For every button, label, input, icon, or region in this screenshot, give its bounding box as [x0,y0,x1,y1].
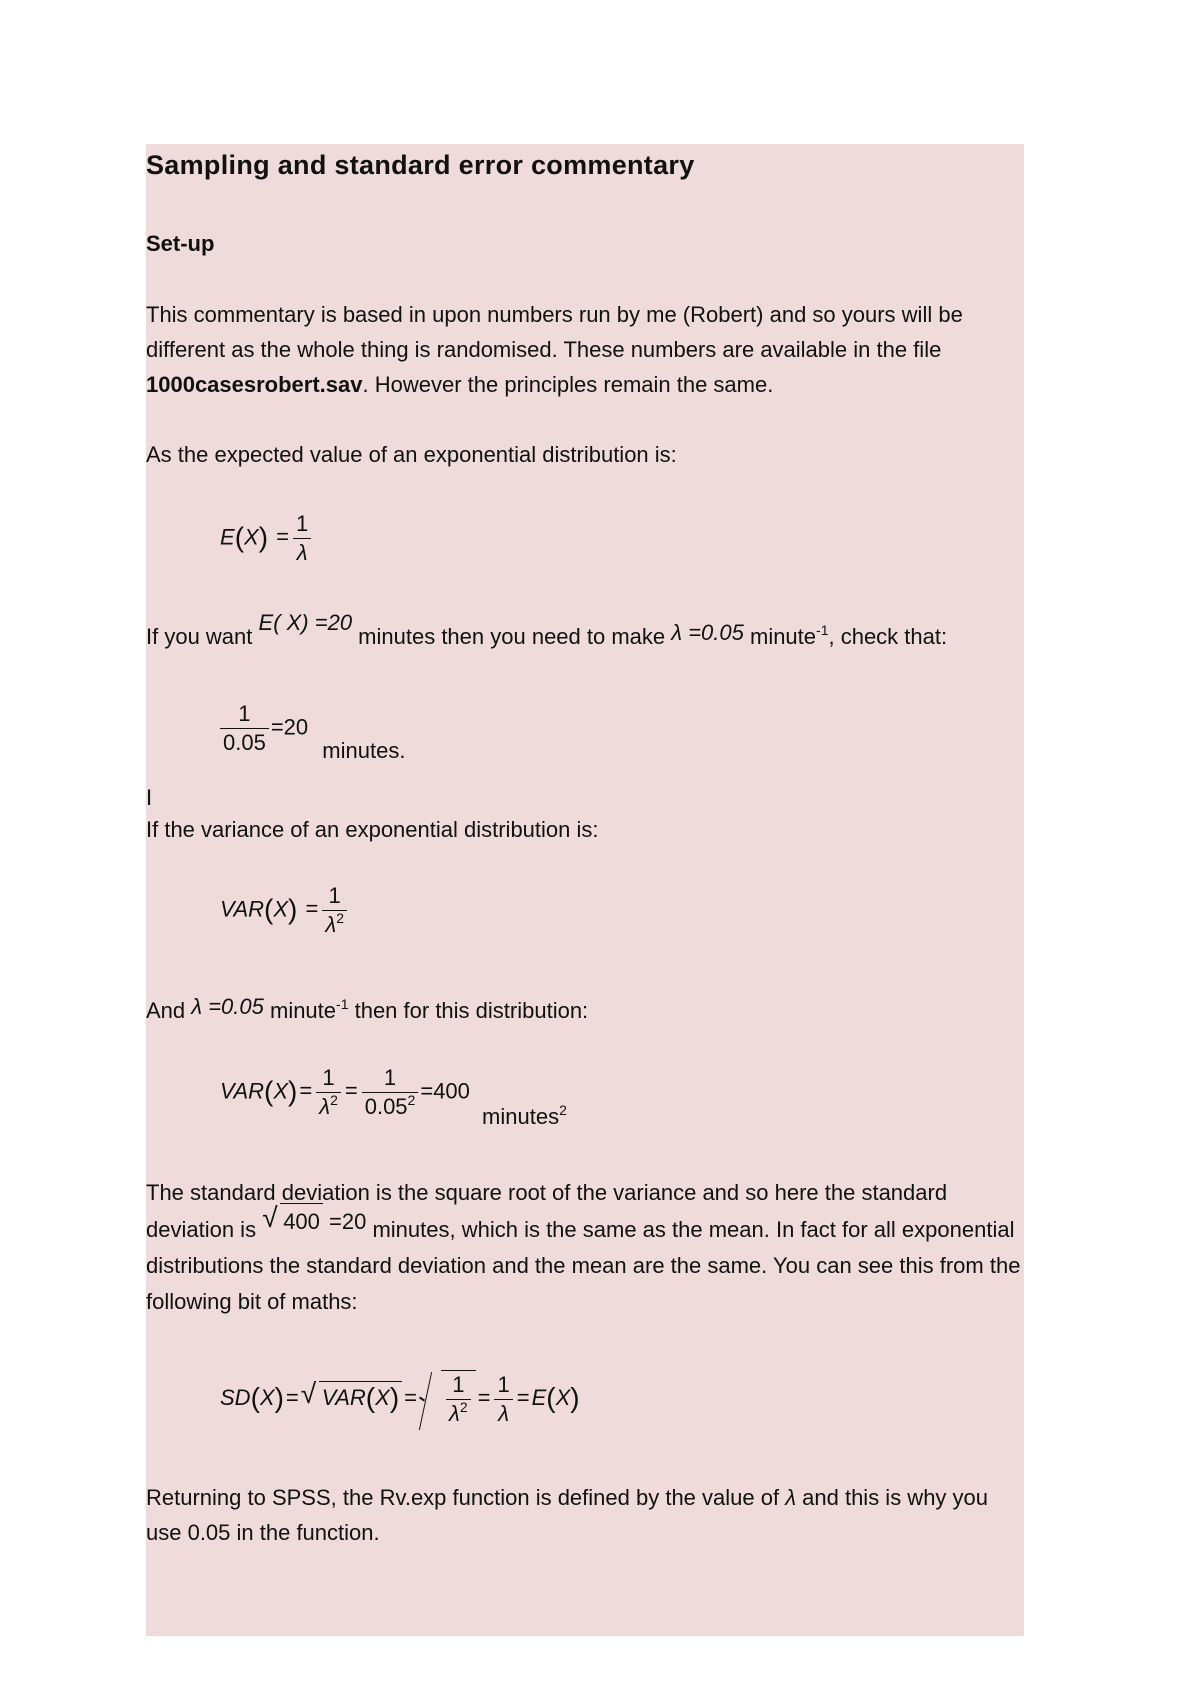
file-name: 1000casesrobert.sav [146,372,363,397]
paragraph-standard-deviation: The standard deviation is the square root of the variance and so here the standard deviation is √ 400 =20 minutes, which is the same as the mean. In fact for all exponential distributions the standard deviation and the mean are the same. You can see this from the following bit of maths: [146,1175,1026,1320]
paragraph-spss: Returning to SPSS, the Rv.exp function is defined by the value of λ and this is why you use 0.05 in the function. [146,1485,989,1545]
inline-eq-lambda: λ =0.05 [671,620,744,645]
section-heading-setup: Set-up [146,231,215,256]
paragraph-lambda: If you want E( X) =20 minutes then you need to make λ =0.05 minute$^{-1}$, check that: [146,610,948,649]
paragraph-intro: This commentary is based in upon numbers run by me (Robert) and so yours will be different as the whole thing is randomised. These numbers are available in the file 1000casesrobert.sav. However the principles remain the same. [146,302,963,397]
inline-eq-expected-20: E( X) =20 [258,610,353,635]
paragraph-expected-value: As the expected value of an exponential distribution is: [146,442,677,467]
paragraph-variance: If the variance of an exponential distribution is: [146,817,599,842]
document-title: Sampling and standard error commentary [146,150,695,180]
sqrt-400: √ 400 [262,1203,323,1240]
stray-char: I [146,785,153,810]
paragraph-and-lambda: And λ =0.05 minute$^{-1}$ then for this distribution: [146,994,589,1023]
equation-check: $\frac{1}{0.05}$ =20 minutes. [218,700,405,757]
equation-standard-deviation: SD(X)=√ VAR(X) = $\frac{1}{\lambda^2}$ = $\frac{1}{\lambda}$ =E(X) [220,1370,580,1428]
equation-variance: VAR(X) = $\frac{1}{\lambda^2}$ [220,882,349,939]
equation-expected-value: E(X) = $\frac{1}{\lambda}$ [220,510,313,567]
equation-variance-400: VAR(X)= $\frac{1}{\lambda^2}$ = $\frac{1}{0.05^2}$ =400 minutes$^2$ [220,1065,567,1130]
